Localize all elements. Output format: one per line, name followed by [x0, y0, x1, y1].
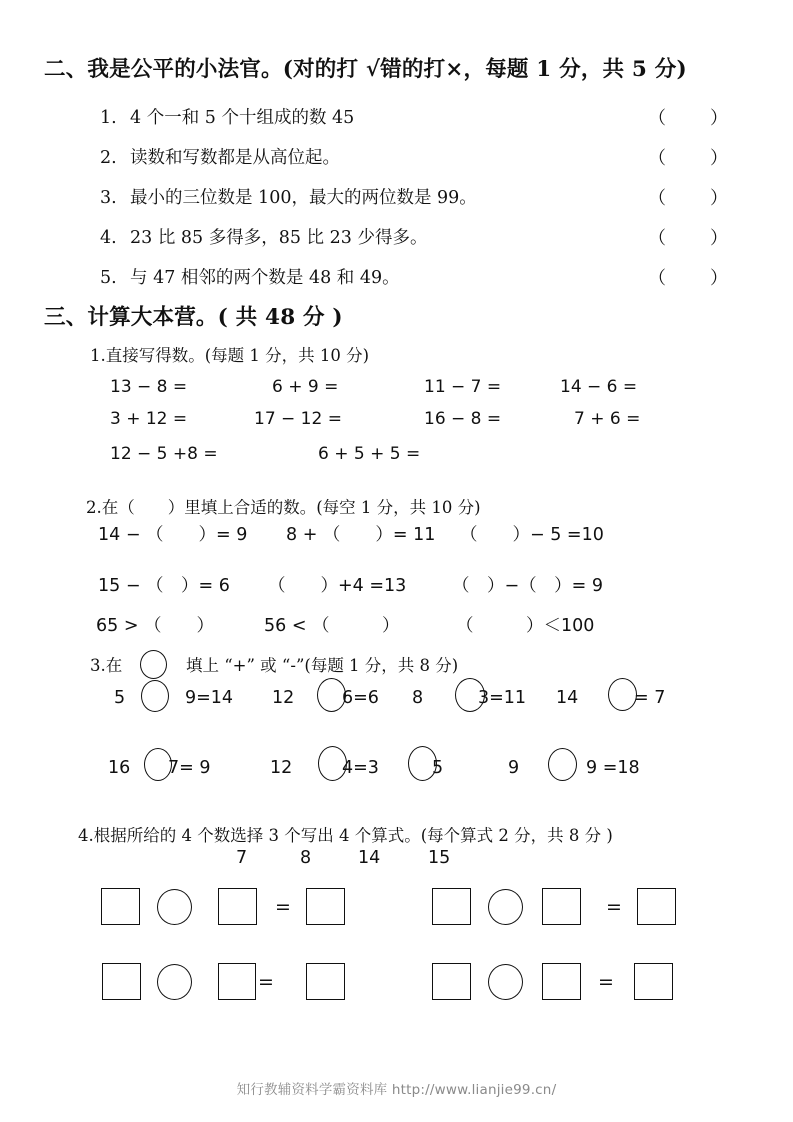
q2-expr-3-2[interactable]: 56 < （ ） [264, 616, 400, 636]
q4-eq1-equals: = [275, 896, 291, 918]
judge-item-2 [100, 144, 340, 169]
q4-eq4-box-2[interactable] [542, 963, 581, 1000]
q1-expr-1-4: 14 − 6 = [560, 377, 638, 397]
q4-eq3-box-2[interactable] [218, 963, 256, 1000]
q2-expr-2-3[interactable]: （ ）−（ ）= 9 [452, 576, 604, 596]
paren-close: ） [710, 228, 728, 249]
judge-item-4-number: 4. [100, 228, 117, 248]
question-4-heading: 4.根据所给的 4 个数选择 3 个写出 4 个算式。(每个算式 2 分，共 8 分 ) [78, 826, 613, 845]
q2-expr-1-2[interactable]: 8 + （ ）= 11 [286, 525, 436, 545]
judge-item-4-text: 23 比 85 多得多，85 比 23 少得多。 [130, 228, 428, 248]
q3-r1-b-left: 12 [272, 688, 295, 708]
q3-r1-c-right: 3=11 [478, 688, 527, 708]
judge-item-1 [100, 104, 354, 129]
question-1-heading: 1.直接写得数。(每题 1 分，共 10 分) [90, 346, 370, 365]
q4-eq3-box-3[interactable] [306, 963, 345, 1000]
paren-open: （ [648, 228, 666, 249]
judge-item-1-text: 4 个一和 5 个十组成的数 45 [130, 108, 355, 128]
judge-answer-blank-3[interactable] [648, 184, 728, 210]
paren-open: （ [648, 268, 666, 289]
q4-eq4-box-3[interactable] [634, 963, 673, 1000]
q3-r1-b-right: 6=6 [342, 688, 379, 708]
q2-expr-1-1[interactable]: 14 − （ ）= 9 [98, 525, 248, 545]
q3-r1-d-right: = 7 [634, 688, 666, 708]
q4-eq2-operator-circle[interactable] [488, 889, 523, 925]
q3-r2-b-right: 4=3 [342, 758, 379, 778]
q2-expr-1-3[interactable]: （ ）− 5 =10 [460, 525, 604, 545]
q2-expr-3-3[interactable]: （ ）＜100 [456, 616, 595, 636]
question-2-heading: 2.在（ ）里填上合适的数。(每空 1 分，共 10 分) [86, 498, 481, 517]
q3-r2-d-operator-blank[interactable] [548, 748, 577, 781]
q2-expr-2-2[interactable]: （ ）+4 =13 [268, 576, 407, 596]
judge-answer-blank-4[interactable] [648, 224, 728, 250]
q4-eq1-box-1[interactable] [101, 888, 140, 925]
q4-eq1-operator-circle[interactable] [157, 889, 192, 925]
judge-answer-blank-2[interactable] [648, 144, 728, 170]
section-two-heading: 二、我是公平的小法官。(对的打 √错的打×，每题 1 分，共 5 分) [44, 57, 687, 82]
q4-eq3-operator-circle[interactable] [157, 964, 192, 1000]
judge-item-3-text: 最小的三位数是 100，最大的两位数是 99。 [130, 188, 477, 208]
q3-r1-d-operator-blank[interactable] [608, 678, 637, 711]
judge-item-5 [100, 264, 400, 289]
q4-given-number-1: 7 [236, 848, 248, 868]
q4-eq1-box-3[interactable] [306, 888, 345, 925]
q4-eq2-equals: = [606, 896, 622, 918]
question-3-heading-circle-icon [140, 650, 167, 679]
q4-given-number-2: 8 [300, 848, 312, 868]
q1-expr-3-2: 6 + 5 + 5 = [318, 444, 421, 464]
q3-r1-d-left: 14 [556, 688, 579, 708]
q3-r2-d-left: 9 [508, 758, 520, 778]
q4-eq2-box-3[interactable] [637, 888, 676, 925]
q3-r2-d-right: 9 =18 [586, 758, 640, 778]
q1-expr-1-3: 11 − 7 = [424, 377, 502, 397]
q3-r2-a-left: 16 [108, 758, 131, 778]
q4-eq2-box-2[interactable] [542, 888, 581, 925]
q4-eq2-box-1[interactable] [432, 888, 471, 925]
q4-eq4-box-1[interactable] [432, 963, 471, 1000]
judge-item-2-number: 2. [100, 148, 117, 168]
q1-expr-2-3: 16 − 8 = [424, 409, 502, 429]
judge-item-5-number: 5. [100, 268, 117, 288]
q4-eq4-operator-circle[interactable] [488, 964, 523, 1000]
paren-open: （ [648, 188, 666, 209]
q1-expr-2-1: 3 + 12 = [110, 409, 188, 429]
q3-r1-a-left: 5 [114, 688, 126, 708]
q3-r1-a-right: 9=14 [185, 688, 234, 708]
judge-answer-blank-1[interactable] [648, 104, 728, 130]
q2-expr-3-1[interactable]: 65 > （ ） [96, 616, 215, 636]
judge-item-3 [100, 184, 477, 209]
q3-r2-b-left: 12 [270, 758, 293, 778]
paren-close: ） [710, 148, 728, 169]
q1-expr-1-1: 13 − 8 = [110, 377, 188, 397]
q1-expr-2-2: 17 − 12 = [254, 409, 342, 429]
paren-close: ） [710, 188, 728, 209]
q1-expr-1-2: 6 + 9 = [272, 377, 339, 397]
paren-close: ） [710, 268, 728, 289]
paren-close: ） [710, 108, 728, 129]
judge-item-3-number: 3. [100, 188, 117, 208]
section-three-heading: 三、计算大本营。( 共 48 分 ) [44, 305, 343, 330]
q4-eq1-box-2[interactable] [218, 888, 257, 925]
q3-r1-c-left: 8 [412, 688, 424, 708]
q1-expr-3-1: 12 − 5 +8 = [110, 444, 218, 464]
q4-eq4-equals: = [598, 971, 614, 993]
paren-open: （ [648, 108, 666, 129]
judge-item-4 [100, 224, 427, 249]
q3-r2-c-right: 5 [432, 758, 444, 778]
paren-open: （ [648, 148, 666, 169]
q3-r1-a-operator-blank[interactable] [141, 680, 169, 712]
q4-given-number-3: 14 [358, 848, 381, 868]
q4-eq3-box-1[interactable] [102, 963, 141, 1000]
judge-item-5-text: 与 47 相邻的两个数是 48 和 49。 [130, 268, 400, 288]
q4-given-number-4: 15 [428, 848, 451, 868]
q1-expr-2-4: 7 + 6 = [574, 409, 641, 429]
judge-item-1-number: 1. [100, 108, 117, 128]
q2-expr-2-1[interactable]: 15 − （ ）= 6 [98, 576, 230, 596]
judge-answer-blank-5[interactable] [648, 264, 728, 290]
q3-r2-a-right: 7= 9 [168, 758, 211, 778]
q4-eq3-equals: = [258, 971, 274, 993]
question-3-heading-prefix: 3.在 [90, 656, 123, 675]
question-3-heading-tail: 填上 “+” 或 “-”(每题 1 分，共 8 分) [186, 656, 459, 675]
footer-watermark: 知行教辅资料学霸资料库 http://www.lianjie99.cn/ [236, 1082, 557, 1098]
judge-item-2-text: 读数和写数都是从高位起。 [130, 148, 340, 168]
